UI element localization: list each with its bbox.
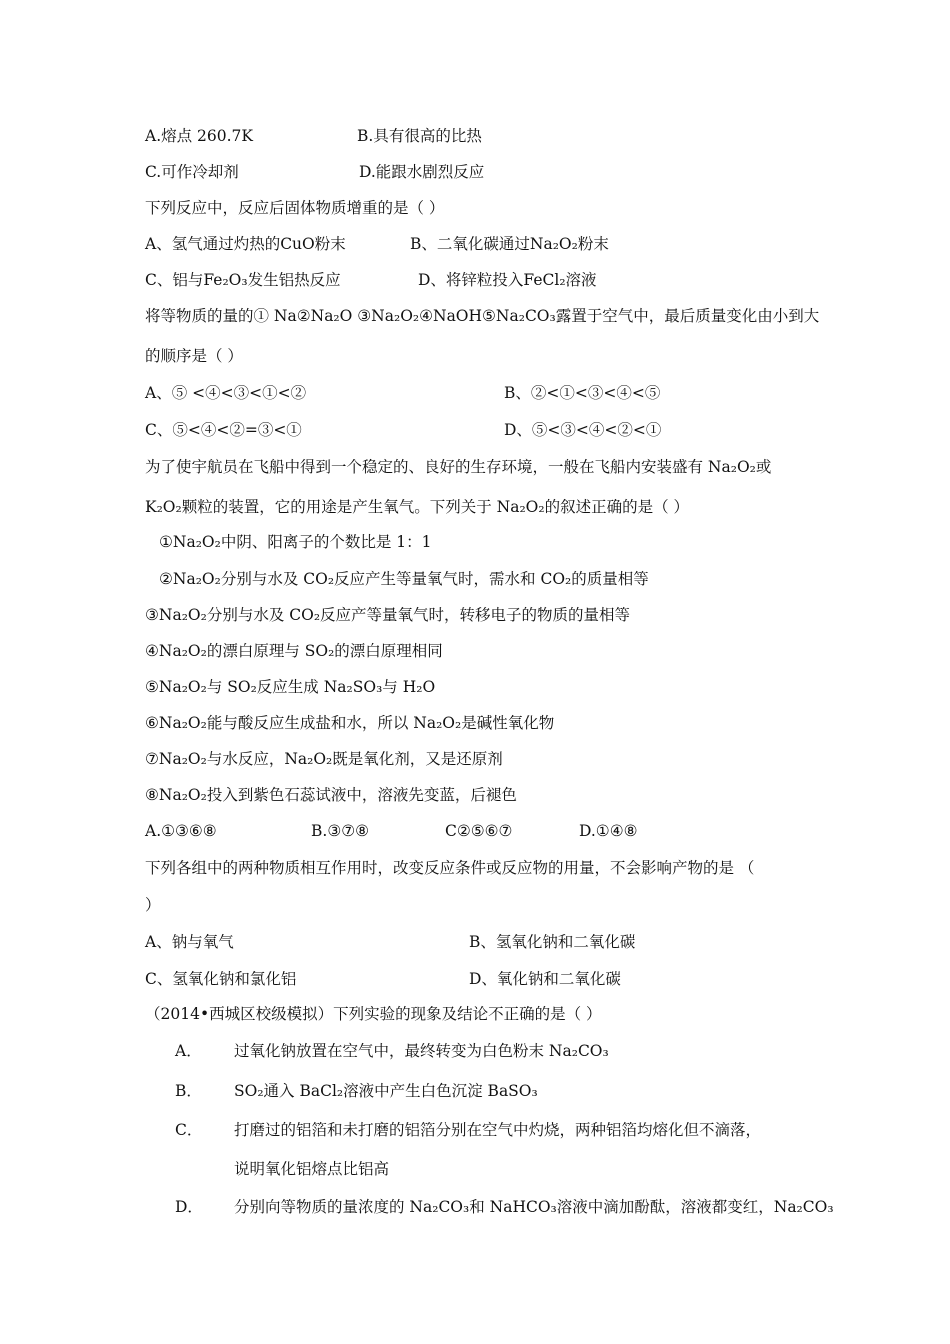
q3-option-a: A、⑤ <④<③<①<② xyxy=(145,384,307,402)
q3-option-d: D、⑤<③<④<②<① xyxy=(504,421,662,439)
q6-option-c-line2: 说明氧化铝熔点比铝高 xyxy=(234,1160,390,1178)
q2-option-d: D、将锌粒投入FeCl₂溶液 xyxy=(418,271,597,289)
q6-option-b: SO₂通入 BaCl₂溶液中产生白色沉淀 BaSO₃ xyxy=(234,1082,538,1100)
q4-option-d: D.①④⑧ xyxy=(579,822,638,840)
q4-statement-4: ④Na₂O₂的漂白原理与 SO₂的漂白原理相同 xyxy=(145,642,443,660)
q4-statement-7: ⑦Na₂O₂与水反应，Na₂O₂既是氧化剂，又是还原剂 xyxy=(145,750,503,768)
q2-stem: 下列反应中，反应后固体物质增重的是（ ） xyxy=(145,199,445,217)
q1-option-d: D.能跟水剧烈反应 xyxy=(359,163,485,181)
q4-statement-6: ⑥Na₂O₂能与酸反应生成盐和水，所以 Na₂O₂是碱性氧化物 xyxy=(145,714,555,732)
q6-stem: （2014•西城区校级模拟）下列实验的现象及结论不正确的是（ ） xyxy=(145,1005,602,1023)
q4-statement-2: ②Na₂O₂分别与水及 CO₂反应产生等量氧气时，需水和 CO₂的质量相等 xyxy=(159,570,649,588)
q4-stem-line1: 为了使宇航员在飞船中得到一个稳定的、良好的生存环境，一般在飞船内安装盛有 Na₂O₂或 xyxy=(145,458,772,476)
q2-option-c: C、铝与Fe₂O₃发生铝热反应 xyxy=(145,271,341,289)
q2-option-a: A、氢气通过灼热的CuO粉末 xyxy=(145,235,346,253)
q3-option-b: B、②<①<③<④<⑤ xyxy=(504,384,661,402)
q3-stem-line1: 将等物质的量的① Na②Na₂O ③Na₂O₂④NaOH⑤Na₂CO₃露置于空气中，最后质量变化由小到大 xyxy=(145,307,820,325)
q6-option-d: 分别向等物质的量浓度的 Na₂CO₃和 NaHCO₃溶液中滴加酚酞，溶液都变红，Na₂CO₃ xyxy=(234,1198,834,1216)
q4-statement-8: ⑧Na₂O₂投入到紫色石蕊试液中，溶液先变蓝，后褪色 xyxy=(145,786,517,804)
q3-stem-line2: 的顺序是（ ） xyxy=(145,347,243,365)
q4-stem-line2: K₂O₂颗粒的装置，它的用途是产生氧气。下列关于 Na₂O₂的叙述正确的是（ ） xyxy=(145,498,690,516)
q4-statement-3: ③Na₂O₂分别与水及 CO₂反应产等量氧气时，转移电子的物质的量相等 xyxy=(145,606,631,624)
q3-option-c: C、⑤<④<②=③<① xyxy=(145,421,302,439)
q6-option-c-line1: 打磨过的铝箔和未打磨的铝箔分别在空气中灼烧，两种铝箔均熔化但不滴落， xyxy=(234,1121,762,1139)
q5-option-b: B、氢氧化钠和二氧化碳 xyxy=(469,933,636,951)
q4-option-b: B.③⑦⑧ xyxy=(311,822,370,840)
q1-option-c: C.可作冷却剂 xyxy=(145,163,239,181)
q4-statement-1: ①Na₂O₂中阴、阳离子的个数比是 1：1 xyxy=(159,533,432,551)
q5-option-a: A、钠与氧气 xyxy=(145,933,234,951)
q5-stem-line1: 下列各组中的两种物质相互作用时，改变反应条件或反应物的用量，不会影响产物的是 （ xyxy=(145,859,755,877)
q4-option-c: C②⑤⑥⑦ xyxy=(445,822,513,840)
q6-label-d: D． xyxy=(175,1198,203,1216)
q6-option-a: 过氧化钠放置在空气中，最终转变为白色粉末 Na₂CO₃ xyxy=(234,1042,609,1060)
q2-option-b: B、二氧化碳通过Na₂O₂粉末 xyxy=(410,235,609,253)
q6-label-c: C． xyxy=(175,1121,203,1139)
q6-label-b: B． xyxy=(175,1082,202,1100)
q1-option-a: A.熔点 260.7K xyxy=(145,127,254,145)
q6-label-a: A． xyxy=(175,1042,202,1060)
q5-option-c: C、氢氧化钠和氯化铝 xyxy=(145,970,297,988)
q4-option-a: A.①③⑥⑧ xyxy=(145,822,217,840)
q5-option-d: D、氧化钠和二氧化碳 xyxy=(469,970,621,988)
q1-option-b: B.具有很高的比热 xyxy=(357,127,482,145)
q4-statement-5: ⑤Na₂O₂与 SO₂反应生成 Na₂SO₃与 H₂O xyxy=(145,678,436,696)
q5-stem-line2: ） xyxy=(145,896,161,914)
